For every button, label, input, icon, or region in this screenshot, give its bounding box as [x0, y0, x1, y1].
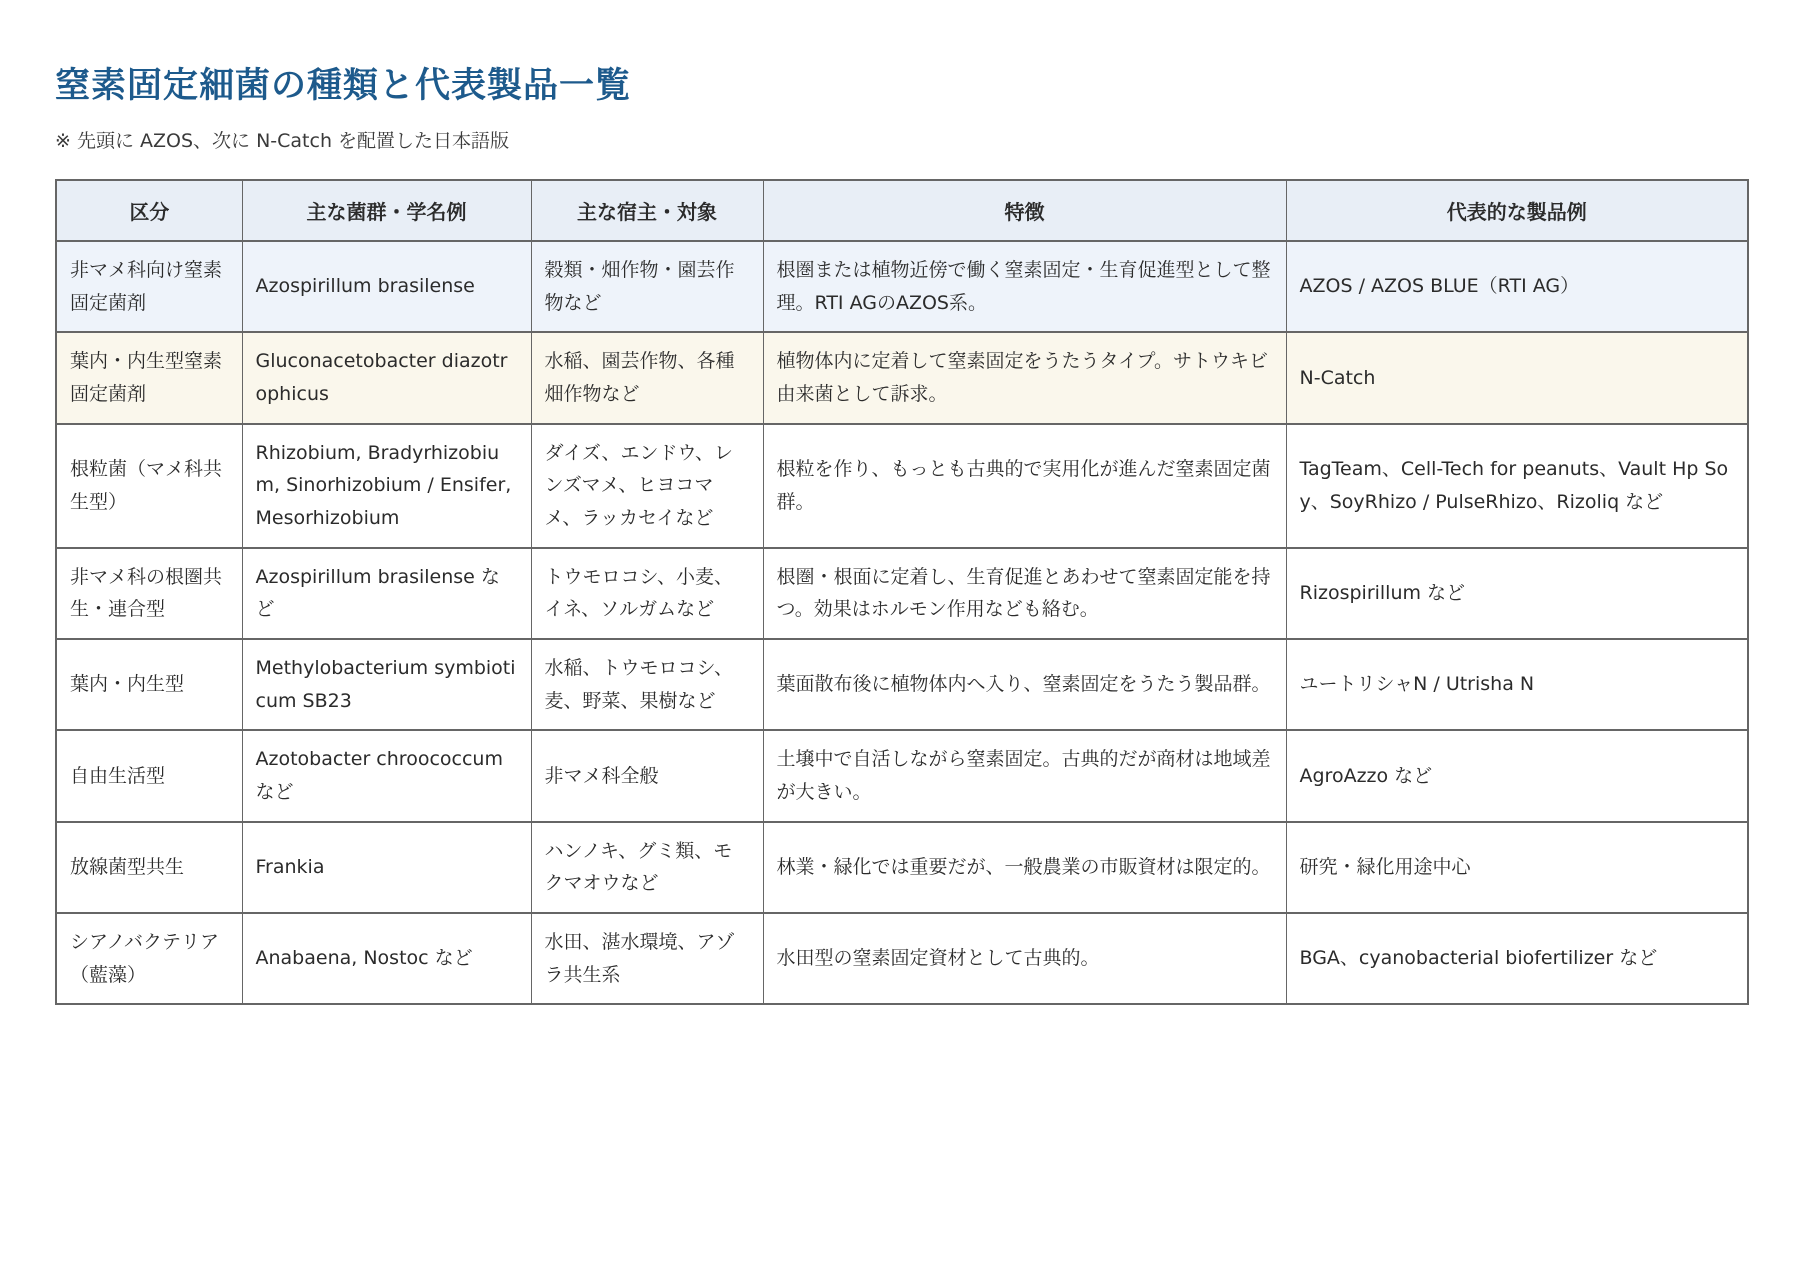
cell-features: 植物体内に定着して窒素固定をうたうタイプ。サトウキビ由来菌として訴求。 — [763, 332, 1286, 423]
cell-hosts: 穀類・畑作物・園芸作物など — [531, 241, 763, 332]
cell-hosts: 水田、湛水環境、アゾラ共生系 — [531, 913, 763, 1004]
table-row — [56, 913, 1748, 1004]
header-products: 代表的な製品例 — [1286, 180, 1748, 241]
table-header-row — [56, 180, 1748, 241]
page-note: ※ 先頭に AZOS、次に N-Catch を配置した日本語版 — [55, 130, 510, 152]
cell-bacteria: Rhizobium, Bradyrhizobium, Sinorhizobium / Ensifer, Mesorhizobium — [242, 424, 531, 548]
cell-bacteria: Azospirillum brasilense など — [242, 548, 531, 639]
cell-hosts: ダイズ、エンドウ、レンズマメ、ヒヨコマメ、ラッカセイなど — [531, 424, 763, 548]
cell-category: 自由生活型 — [56, 730, 242, 821]
cell-category: 非マメ科の根圏共生・連合型 — [56, 548, 242, 639]
page-title: 窒素固定細菌の種類と代表製品一覧 — [55, 66, 632, 106]
table-row — [56, 332, 1748, 423]
cell-features: 根粒を作り、もっとも古典的で実用化が進んだ窒素固定菌群。 — [763, 424, 1286, 548]
table-row — [56, 241, 1748, 332]
cell-products: Rizospirillum など — [1286, 548, 1748, 639]
header-bacteria: 主な菌群・学名例 — [242, 180, 531, 241]
cell-features: 根圏・根面に定着し、生育促進とあわせて窒素固定能を持つ。効果はホルモン作用なども絡む。 — [763, 548, 1286, 639]
cell-hosts: 水稲、園芸作物、各種畑作物など — [531, 332, 763, 423]
cell-category: 根粒菌（マメ科共生型） — [56, 424, 242, 548]
cell-products: N-Catch — [1286, 332, 1748, 423]
cell-features: 水田型の窒素固定資材として古典的。 — [763, 913, 1286, 1004]
cell-bacteria: Frankia — [242, 822, 531, 913]
header-category: 区分 — [56, 180, 242, 241]
cell-features: 葉面散布後に植物体内へ入り、窒素固定をうたう製品群。 — [763, 639, 1286, 730]
cell-features: 林業・緑化では重要だが、一般農業の市販資材は限定的。 — [763, 822, 1286, 913]
cell-products: AgroAzzo など — [1286, 730, 1748, 821]
cell-products: ユートリシャN / Utrisha N — [1286, 639, 1748, 730]
cell-products: BGA、cyanobacterial biofertilizer など — [1286, 913, 1748, 1004]
cell-products: AZOS / AZOS BLUE（RTI AG） — [1286, 241, 1748, 332]
cell-category: 非マメ科向け窒素固定菌剤 — [56, 241, 242, 332]
cell-bacteria: Methylobacterium symbioticum SB23 — [242, 639, 531, 730]
cell-bacteria: Azotobacter chroococcum など — [242, 730, 531, 821]
cell-features: 根圏または植物近傍で働く窒素固定・生育促進型として整理。RTI AGのAZOS系。 — [763, 241, 1286, 332]
table-row — [56, 548, 1748, 639]
bacteria-products-table — [55, 179, 1749, 1005]
cell-category: 葉内・内生型窒素固定菌剤 — [56, 332, 242, 423]
header-features: 特徴 — [763, 180, 1286, 241]
table-row — [56, 639, 1748, 730]
cell-bacteria: Anabaena, Nostoc など — [242, 913, 531, 1004]
table-row — [56, 730, 1748, 821]
table-row — [56, 822, 1748, 913]
cell-category: シアノバクテリア（藍藻） — [56, 913, 242, 1004]
cell-category: 放線菌型共生 — [56, 822, 242, 913]
table-row — [56, 424, 1748, 548]
cell-products: 研究・緑化用途中心 — [1286, 822, 1748, 913]
cell-bacteria: Gluconacetobacter diazotrophicus — [242, 332, 531, 423]
cell-category: 葉内・内生型 — [56, 639, 242, 730]
cell-hosts: 非マメ科全般 — [531, 730, 763, 821]
cell-hosts: 水稲、トウモロコシ、麦、野菜、果樹など — [531, 639, 763, 730]
cell-products: TagTeam、Cell-Tech for peanuts、Vault Hp Soy、SoyRhizo / PulseRhizo、Rizoliq など — [1286, 424, 1748, 548]
header-hosts: 主な宿主・対象 — [531, 180, 763, 241]
cell-features: 土壌中で自活しながら窒素固定。古典的だが商材は地域差が大きい。 — [763, 730, 1286, 821]
cell-hosts: ハンノキ、グミ類、モクマオウなど — [531, 822, 763, 913]
cell-hosts: トウモロコシ、小麦、イネ、ソルガムなど — [531, 548, 763, 639]
cell-bacteria: Azospirillum brasilense — [242, 241, 531, 332]
